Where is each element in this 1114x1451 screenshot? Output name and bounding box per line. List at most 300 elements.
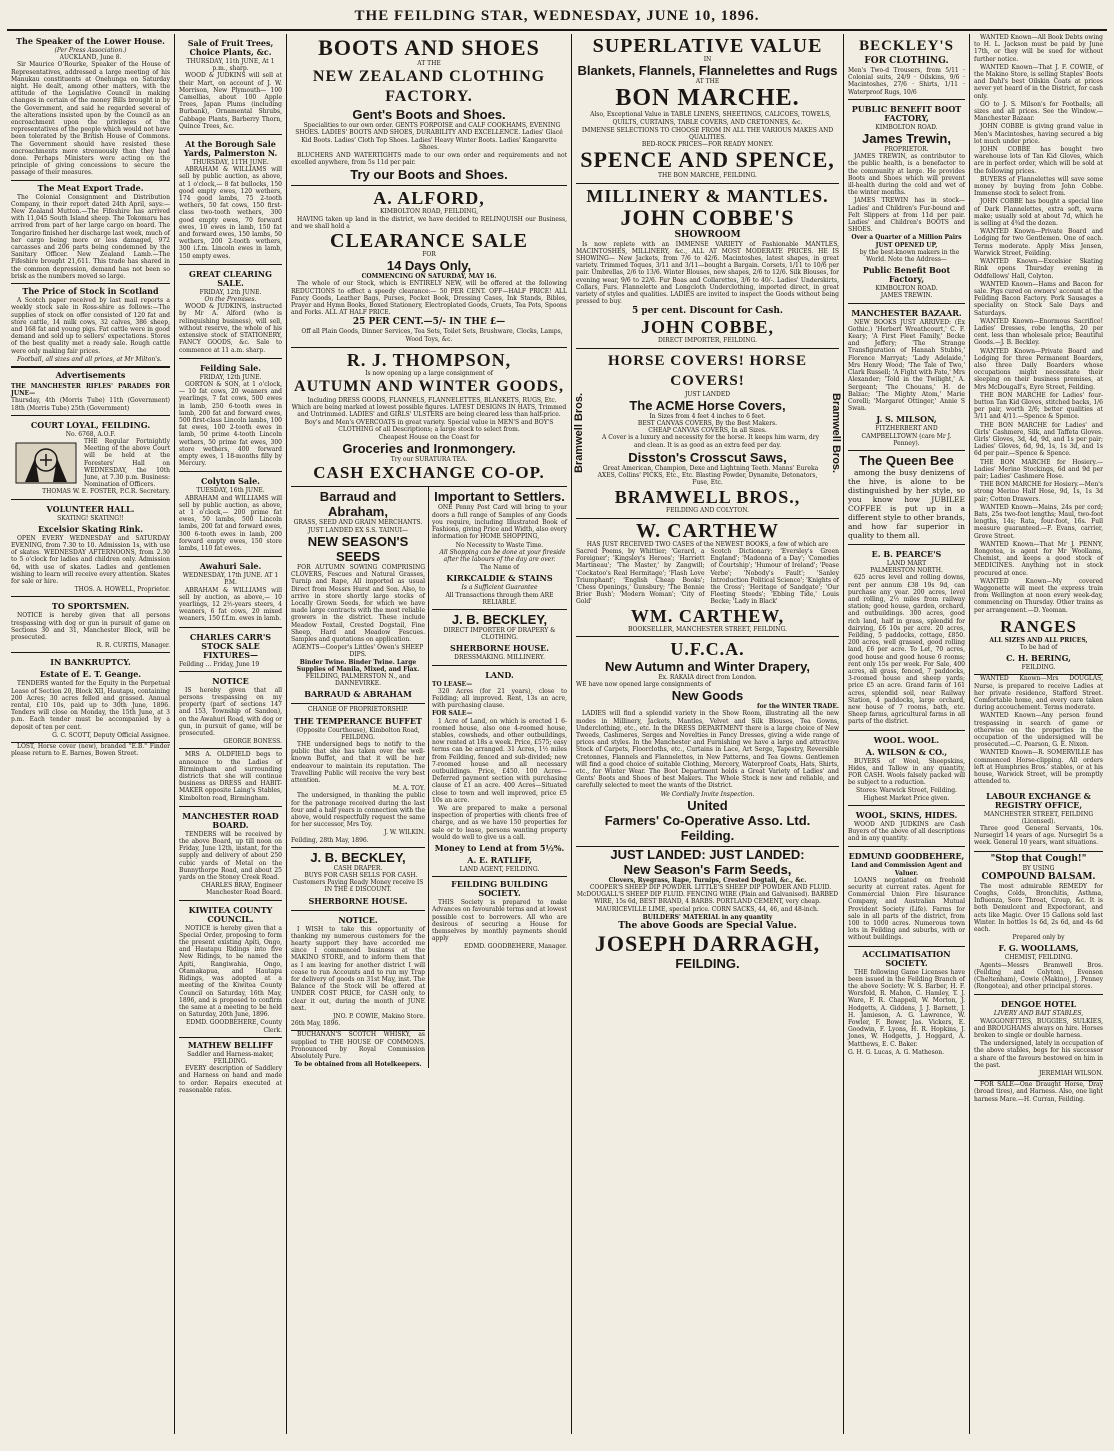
court-signature: THOMAS W. E. FOSTER, P.C.R. Secretary. [42,488,170,496]
kirkcaldie-guarantee: Is a Sufficient Guarantee [461,584,538,592]
million-body: by the best-known makers in the World. Note the Address— [859,248,960,264]
horse-body: A Cover is a luxury and necessity for the horse. It keeps him warm, dry and clean. It is as good as an extra feed per day. [602,434,819,449]
land-sale-body: 1 Acre of Land, on which is erected 1 6-roomed house, also one 4-roomed house, stables, cowsheds, and other outbuildings, now rented at 18s a week. Price, £575; easy terms can be arranged. 31 Acres, 1½ miles from Feilding, fenced and sub-divided; new 7-roomed house and all necessary outbuildings. Price, £450. 100 Acres—Deferred payment section with purchasing clause of £1 an acre. 400 Acres—Situated close to town and well improved, price £5 10s an acre. [432,717,567,804]
landed-seeds: New Season's Farm Seeds, [623,861,792,877]
ufca-town: Feilding. [680,827,735,843]
ufca-farmers: Farmers' Co-Operative Asso. Ltd. [604,812,811,828]
thompson-goods: AUTUMN AND WINTER GOODS, [294,378,564,396]
alford-body: HAVING taken up land in the district, we have decided to RELINQUISH our Business, and we shall hold a [291,215,567,230]
ranges-body: To be had of [1019,644,1058,652]
meat-article: The Colonial Consignment and Distribution Company, in their report dated 24th April, says:— New Zealand Mutton.—The Fifeshire has arrived with 11,045 South Island sheep. The Tokomaru has arrived from part of her large cargo on board. The Tongariro finished her discharge last week, much of her cargo being more or less damaged, 972 carcasses and 206 parts being condemned by the Sanitary Officer. New Zealand Lamb.—The Fifeshire brought 21,611. This trade has shared in the common depression, demand has not been so brisk as the numbers moved so large. [11,193,170,280]
acclimatisation-ad [848,950,965,1056]
cobbe-showroom: SHOWROOM [674,229,741,240]
thompson-groceries: Groceries and Ironmongery. [342,441,516,457]
notice-signature: GEORGE BONESS. [223,738,282,746]
thompson-try: Try our SURATURA TEA. [390,456,468,464]
boots-factory: NEW ZEALAND CLOTHING FACTORY. [312,68,546,106]
clearing-sale-ad [179,265,282,359]
dengoe-ad [974,995,1103,1081]
thompson-sub: Is now opening up a large consignment of [365,369,493,377]
million-factory: Public Benefit Boot Factory, [862,265,951,285]
wanted-16: THE BON MARCHE for Hosiery.—Men's strong Merino Half Hose, 9d, 1s, 1s 3d pair; Cotton Drawers. [974,481,1103,503]
barraud-signature: BARRAUD & ABRAHAM [304,689,412,700]
clearance-title: CLEARANCE SALE [330,230,528,253]
thompson-cheap: Cheapest House on the Coast for [378,434,480,442]
pearce-title: E. B. PEARCE'S [871,548,942,559]
oldfield-ad [179,749,282,806]
bramwell-ad [573,349,842,519]
wanted-21: WANTED Known—Any person found trespassing in search of game or otherwise on the properties in the occupation of the undersigned will be prosecuted.—C. Pearson, G. E. Nixon. [974,712,1103,749]
col3-right [429,487,567,1068]
wilson-stores: Stores: Warwick Street, Feilding. [856,787,957,795]
clearing-title: GREAT CLEARING SALE. [189,268,272,288]
cash-beckley: J. B. BECKLEY, [310,849,406,865]
clearance-off-body: Off all Plain Goods, Dinner Services, Tea Sets, Toilet Sets, Brushware, Clocks, Lamps, Wood Toys, &c. [301,328,563,343]
beckleys-clothing-ad [848,34,965,100]
pearce-body: 625 acres level and rolling downs, rent per annum £38 19s 9d, can purchase any year. 200 acres, level and rolling, 2½ miles from railway station; good house, garden, orchard, and outbuildings. 300 acres, good rich land, half in grass, splendid for dairying, £6 10s per acre. 20 acres, Feilding, 5 paddocks, cottage, £850. 200 acres, well grassed, good rolling land, £6 per acre. To Let, 70 acres, good house and good house 6 rooms; rent only 15s per week. For Sale, 400 acres, all grass, fenced, 7 paddocks, 3-roomed house and sheep yards; price £5 an acre. Grand farm of 161 acres, splendid soil, near Railway Station, 4 paddocks, large orchard, new house of 7 rooms, bath, etc. Sheep farms, agricultural farms in all parts of the district. [848,574,965,726]
wilson-price: Highest Market Price given. [863,794,950,802]
wanted-2: WANTED Known—That J. F. COWIE, of the Makino Store, is selling Staples' Boots and Dahl's best Oilskin Coats at prices never yet heard of in the District, for cash only. [974,63,1103,100]
road-signature: CHARLES BRAY, Engineer Manchester Road Board. [201,882,282,897]
feilding-sale-body: GORTON & SON, at 1 o'clock,— 10 fat cows, 20 weaners and yearlings, 7 fat cows, 500 ewes in lamb, 250 6-tooth ewes in lamb, 200 fat and forward ewes, 500 first-class Lincoln lambs, 100 fat ewes, 100 2-tooth ewes in lamb, 50 prime 4-tooth Lincoln wethers, 50 prime fat ewes, 300 store wethers, 400 forward empty ewes, 1 18-months filly by Mercury. [179,380,282,468]
land-title: LAND. [485,669,514,680]
million-road: KIMBOLTON ROAD. [875,285,938,293]
boots-try: Try our Boots and Shoes. [350,167,508,183]
borough-title: At the Borough Sale Yards, Palmerston N. [183,139,278,159]
alford-sub: KIMBOLTON ROAD, FEILDING, [379,208,478,216]
land-sale: FOR SALE— [432,710,473,718]
boots-body: Specialities to our own order. GENTS FORPOISE and CALF COOKHAMS, EVENING SHOES. LADIES' BOOTS AND SHOES, DURABILITY AND EXCELLENCE. Ladies' Glacé Kid Boots. Ladies' Cloth Top Shoes. Ladies' Heavy Winter Boots. Ladies' Kangarette Shoes. [295,122,563,151]
column-6 [970,34,1107,1434]
bramwell-sub: FEILDING AND COLYTON. [665,507,750,515]
disston-body: Great American, Champion, Dexe and Lightning Teeth. Manns' Eureka AXES, Collins' PICKS, Etc., Etc. Blasting Powder, Dynamite, Detonators, Fuse, Etc. [597,464,819,487]
meat-heading: The Meat Export Trade. [37,182,144,193]
carr-ad [179,628,282,672]
wanted-17: WANTED Known—Mains, 24s per cord; Bats, 25s two-foot lengths; Maul, two-foot lengths, 14s; Rata, four-foot, 16s. Full measure guaranteed.—F. Evans, carrier, Grove Street. [974,503,1103,540]
disston-title: Disston's Crosscut Saws, [628,449,787,465]
skating-heading: SKATING! SKATING!! [57,514,124,522]
county-body: NOTICE is hereby given that a Special Order, proposing to form the present existing Apiti, Ongo, and Hautapu Ridings into five New Ridings, to be named the Apiti, Rangiwahia, Ongo, Otamakapua, and Hautapu Ridings, was adopted at a meeting of the Kiwitea County Council on Saturday, 16th May, 1896, and is proposed to confirm the same at a meeting to be held on Saturday, 20th June, 1896. [179,924,282,1019]
spence-title: SPENCE AND SPENCE, [580,147,835,173]
thompson-ad [291,348,567,488]
belliff-body: EVERY description of Saddlery and Harness on hand and made to order. Repairs executed at reasonable rates. [179,1065,282,1094]
superlative-title: SUPERLATIVE VALUE [592,35,823,57]
alford-ad [291,186,567,347]
carthew-ad [576,519,839,637]
estate-ad [11,653,170,743]
goodbehere-sub: Land and Commission Agent and Valuer. [851,862,962,877]
columns [7,34,1107,1434]
sherborne-title: SHERBORNE HOUSE. [450,643,549,654]
barraud-seeds: NEW SEASON'S SEEDS [307,533,409,564]
buffet-sub: (Opposite Courthouse), Kimbolton Road, FEILDING. [296,726,420,741]
clearing-sub: On the Premises. [204,296,257,304]
colyton-body: ABRAHAM and WILLIAMS will sell by public auction, as above, at 1 o'clock,— 200 prime fat ewes, 50 lambs, 500 Lincoln lambs, 200 fat and forward ewes, 300 6-tooth ewes in lamb, 200 forward empty ewes, 150 store lambs, 110 fat ewes. [179,494,282,552]
wanted-13: THE BON MARCHE for Ladies' four-button Tan Kid Gloves, stitched backs, 1/6 per pair, worth 2/6; better qualities at 3/11 and 4/11.—Spence & Spence. [974,391,1103,421]
wanted-8: WANTED Known—Private Board and Lodging for two Gentlemen. One of each. Terms moderate. Apply Miss Jensen, Warwick Street, Feilding. [974,228,1103,257]
wanted-18: WANTED Known—That Mr J. PENNY, Rongotea, is agent for Mr Woollams, Chemist, and keeps a good stock of MEDICINES. Anything not in stock procured at once. [974,540,1103,577]
sherborne-dress: DRESSMAKING. MILLINERY. [454,654,545,662]
woollams-sub: CHEMIST, FEILDING. [1004,954,1073,962]
carthew-body: HAS JUST RECEIVED TWO CASES of the NEWEST BOOKS, a few of which are [586,540,829,548]
barraud-sub: GRASS, SEED AND GRAIN MERCHANTS. [293,519,423,527]
column-3 [287,34,572,1434]
borough-body: ABRAHAM & WILLIAMS will sell by public auction, as above, at 1 o'clock,— 8 fat bullocks, 150 good empty ewes, 120 wethers, 174 good lambs, 75 2-tooth wethers, 50 fat cows, 150 first-class two-tooth wethers, 300 good empty ewes, 70 forward ewes, 10 ewes in lamb, 150 fat and forward ewes, 150 lambs, 50 wethers, 200 2-tooth wethers, 300 i.f.m. Lincoln ewes in lamb, 150 empty ewes. [179,166,282,260]
foresters-emblem-icon [11,438,81,488]
bramwell-title: BRAMWELL BROS., [614,487,801,508]
wood-judkins-ad [848,806,965,848]
beckley-sub: DIRECT IMPORTER OF DRAPERY & CLOTHING. [443,626,556,642]
ufca-season: for the WINTER TRADE. [757,703,839,711]
dengoe-body: WAGGONETTES, BUGGIES, SULKIES, and BROUGHAMS always on hire. Horses broken to single or double harness. [974,1017,1103,1039]
ranges-sub: ALL SIZES AND ALL PRICES, [989,636,1088,644]
for-sale-ad: FOR SALE—One Draught Horse, Dray (broad tires), and Harness. Also, one light harness Mare.—H. Curran, Feilding. [974,1081,1103,1103]
settlers-waste: No Necessity to Waste Time. [455,541,544,549]
kirkcaldie-title: KIRKCALDIE & STAINS [446,573,553,584]
benefit-sub: KIMBOLTON ROAD. [875,123,938,131]
belliff-title: MATHEW BELLIFF [187,1039,274,1050]
ufca-ship: Ex. RAKAIA direct from London. [658,673,757,681]
dengoe-body-2: The undersigned, lately in occupation of the above stables, begs for his successor a share of the favours bestowed on him in the past. [974,1040,1103,1069]
column-1 [7,34,175,1434]
column-2 [175,34,287,1434]
rifles-title: THE MANCHESTER RIFLES' PARADES FOR JUNE— [11,382,170,398]
ratliff-sub: LAND AGENT, FEILDING. [459,866,540,873]
kirkcaldie-name: The Name of [479,564,520,572]
bazaar-body: NEW BOOKS JUST ARRIVED: (Ex Gothic.) 'Herbert Wreathcourt,' C. F. Keary; 'A First Fleet Family,' Becke and Jeffery; 'The Strange Transfiguration of Hannah Stubbs,' Florence Marryat; 'Lady Adelaide,' Mrs Henry Wood; 'The Tale of Two,' Clark Russell; 'A Fight with Fate,' Mrs Alexander; 'Told in the Twilight,' A. Sergeant; 'The Chouans,' H. de Balzac; 'The Mighty Atom,' Marie Corelli; 'Margaret Ottinger,' Annie S Swan. [848,318,965,413]
carthew-books-right: Scotch Dictionary; 'Eversley's Green England'; 'Madonna of a Day'; 'Comedies of Courtship'; 'Humour of Ireland'; 'Pease Verbe'; 'Nobody's Fault'; 'Sanley Introduction Political Science'; 'Knights of the Cross'; 'Heritage of Sandgate'; 'Our Fleeting Steeds'; 'Ebbing Tide,' Louis Becke; 'Lady in Black' [710,547,839,606]
trewin-body: JAMES TREWIN, as contributor to the public health, is a benefactor to the community at large. He provides Boots and Shoes which will prevent ill-health during the cold and wet of the winter months. [848,153,965,197]
balsam-title: COMPOUND BALSAM. [981,871,1096,882]
landed-builders: BUILDERS' MATERIAL in any quantity [642,913,773,921]
notice-body: IS hereby given that all persons trespassing on my property (part of sections 147 and 153, Township of Sandon), on the Awahuri Road, with dog or gun, in pursuit of game, will be prosecuted. [179,686,282,738]
county-title: KIWITEA COUNTY COUNCIL. [188,904,273,924]
change-title: CHANGE OF PROPRIETORSHIP. [307,706,409,714]
goodbehere-ad [848,847,965,946]
million-title: Over a Quarter of a Million Pairs JUST OPENED UP, [851,234,962,249]
court-title: COURT LOYAL, FEILDING. [30,419,151,430]
buffet-body: THE undersigned begs to notify to the public that she has taken over the well-known Buffet, and that it will be her endeavour to maintain its reputation. The Travelling Public will receive the very best attention. [291,740,425,784]
feilding-sale-title: Feilding Sale. [199,362,262,373]
boots-ad [291,34,567,186]
wool-title: WOOL. WOOL. [873,734,940,745]
barraud-twine: Binder Twine. Binder Twine. Large Supplies of Manila, Mixed, and Flax. [296,658,420,673]
ufca-united: United [687,797,728,813]
carthew-signature-sub: BOOKSELLER, MANCHESTER STREET, FEILDING. [628,625,787,633]
wanted-5: JOHN COBBE has bought two warehouse lots of Tan Kid Gloves, which are in perfect order, which will be sold at the following prices. [974,146,1103,175]
superlative-at: AT THE [695,78,720,86]
cash-body: BUYS FOR CASH SELLS FOR CASH. Customers Paying Ready Money receive IS IN THE £ DISCOUNT. [292,872,424,894]
rink-signature: THOS. A. HOWELL, Proprietor. [74,586,170,594]
wilson-ad [848,731,965,806]
superlative-goods: Blankets, Flannels, Flannelettes and Rugs [577,63,838,79]
millinery-title: MILLINERY & MANTLES. [586,185,829,206]
million-signature: JAMES TREWIN. [880,292,933,300]
fruit-body: WOOD & JUDKINS will sell at their Mart, on account of J. W. Morrison, New Plymouth— 100 Camellias, about 100 Apple Trees, Japan Plums (including Burbank), Ornamental Shrubs, Cabbage Plants, Barberry Thorn, Quince Trees, &c. [179,72,282,130]
wanted-11: WANTED Known—Enormous Sacrifice! Ladies' Dresses, robe lengths, 20 per cent. less than wholesale price; Beautiful Goods.—J. B. Beckley. [974,317,1103,347]
superlative-ad [576,34,839,184]
acclim-body: THE following Game Licenses have been issued in the Feilding Branch of the above Society: W. S. Barber, H. F. Worsfold, R. Mahon, C. Hamley, T. J. Ware, F. R. Chappell, W. Morton, J. Hodgetts, A. Giddens, J. J. Barnett, J. H. Jamieson, A. G. Lawrence, W. Fowler, F. Bower, Jas. Vickers, E. Goodwin, F. Lyons, H. R. Hopkins, J. Jones, W. Hodgetts, J. Hoggard, A. Matthews, E. C. Baker. [848,968,965,1048]
borough-sale-ad [179,135,282,265]
wanted-7: JOHN COBBE has bought a special line of Dark Flannelettes, extra soft, warm make; usually sold at about 7d, which he is selling at 4¾d the dozen. [974,198,1103,228]
road-title: MANCHESTER ROAD BOARD. [182,810,279,830]
landed-list: Clovers, Ryegrass, Rape, Turnips, Crested Dogtail, &c., &c. [608,876,807,884]
carr-title: CHARLES CARR'S STOCK SALE FIXTURES— [189,631,272,660]
dengoe-sub: LIVERY AND BAIT STABLES, [993,1010,1084,1018]
ufca-title: U.F.C.A. [670,638,745,659]
money-to-lend: Money to Lend at from 5½%. [434,843,565,853]
darragh-town: FEILDING. [675,955,740,971]
wanted-3: GO to J. S. Milson's for Footballs; all sizes and all prices. See the Window.—Manchester Bazaar. [974,100,1103,123]
barraud-landed: JUST LANDED EX S.S. TAINUI— [307,526,409,534]
volunteer-title: VOLUNTEER HALL. [46,503,135,514]
colyton-title: Colyton Sale. [201,476,260,487]
wilson-body: BUYERS of Wool, Sheepskins, Hides, and Tallow in any quantity, FOR CASH. Wools falsely packed will be subject to a reduction. [848,757,965,787]
bazaar-signature-sub: FITZHERBERT AND CAMPBELLTOWN (care Mr J. Penney). [861,425,952,447]
cash-draper-ad [291,848,425,911]
alford-title: A. ALFORD, [373,188,485,209]
landed-special: The above Goods are Special Value. [618,920,797,931]
wood-body: WOOD AND JUDKINS are Cash Buyers of the above of all descriptions and in any quantity. [848,820,965,843]
speaker-dateline: AUCKLAND, June 8. [59,54,122,62]
ufca-invite: We Cordially Invite Inspection. [660,790,755,798]
bazaar-title: MANCHESTER BAZAAR. [851,307,962,318]
superlative-in: IN [703,56,712,63]
court-ad [11,416,170,500]
ufca-sub: New Autumn and Winter Drapery, [604,658,811,674]
rifles-body: Thursday, 4th (Morris Tube) 11th (Government) 18th (Morris Tube) 25th (Government) [11,397,170,412]
oldfield-body: MRS A. OLDFIELD begs to announce to the Ladies of Birmingham and surrounding districts that she will continue business as DRESS and HABIT-MAKER opposite Laing's Stables, Kimbolton road, Birmingham. [179,751,282,802]
thompson-body: Including DRESS GOODS, FLANNELS, FLANNELETTES, BLANKETS, RUGS, Etc. Which are being marked at lowest possible figures. LATEST DESIGNS IN HATS, Trimmed and Untrimmed. LADIES' and GIRLS' ULSTERS are being cleared less than half-price. Boy's and Men's OVERCOATS in great variety. Special value in MEN'S and BOY'S CLOTHING of all Descriptions; a large stock to select from. [291,397,567,433]
acclim-title: ACCLIMATISATION SOCIETY. [862,948,951,968]
horse-landed: JUST LANDED [684,390,731,398]
boots-at: AT THE [417,60,441,67]
land-lease-body: 320 Acres (for 21 years), close to Feilding; all improved. Rent, 13s an acre, with purchasing clause. [432,687,567,710]
clearance-commencing: COMMENCING ON SATURDAY, MAY 16. [361,273,497,281]
ufca-body: LADIES will find a splendid variety in the Show Room, illustrating all the new modes in Millinery, Jackets, Mantles, Velvet and Silk Blouses, Tea Gowns, Underclothing, etc., etc. In the DRESS DEPARTMENT there is a large choice of New Tweeds, Cashmeres, Serges and Novelties in Fancy Dresses, giving a wide range of prices and styles. In the Manchester and Furnishing we have a large and attractive Stock of Carpets, Floorcloths, etc., Curtains in Lace, Art Serge, Tapestry, Reversible Cretonnes, Flannels and Flannelettes, in New Patterns, and Tea Gowns. Gentlemen will find a good choice of suitable Clothing, Mercery, Waterproof Coats, Hats, Shirts, etc., for Winter Wear. The Boot Department holds a Great Variety of Ladies' and Gents' Boots and Shoes of best Makers. The Whole Stock is new and reliable, and carefully selected to meet the wants of the District. [576,710,839,790]
horse-sizes: In Sizes from 4 feet 4 inches to 6 feet. [649,412,766,420]
beckleys-sub: FOR CLOTHING. [864,56,949,66]
beckleys-items: Men's Two-d Trousers, from 5/11 · Colonial suits, 24/9 · Oilskins, 9/6 · Macintoshes, 27/6 · Shirts, 1/11 · Waterproof Rugs, 10/6 [848,67,965,96]
masthead: THE FEILDING STAR, WEDNESDAY, JUNE 10, 1896. [7,6,1107,31]
buffet-title: THE TEMPERANCE BUFFET [294,715,422,726]
wanted-9: WANTED Known—Excelsior Skating Rink opens Thursday evening in Oddfellows' Hall, Colyton. [974,258,1103,280]
wanted-15: THE BON MARCHE for Hosiery.—Ladies' Merino Stockings, 6d and 9d per pair; Ladies' Cashmere Hose. [974,458,1103,480]
cobbe-signature: JOHN COBBE, [640,317,775,338]
barraud-title: Barraud and Abraham, [319,489,397,520]
buffet-ad [291,704,425,847]
horse-cheap: CHEAP CANVAS COVERS, In all Sizes. [648,427,767,435]
carthew-signature: WM. CARTHEW, [630,605,785,626]
colyton-date: TUESDAY, 16th JUNE. [196,487,265,495]
boots-bluchers: BLUCHERS AND WATERTIGHTS made to our own order and requirements and not excelled anywhere, from 5s 11d per pair. [291,152,567,167]
boots-title: BOOTS AND SHOES [318,35,540,60]
ranges-town: FEILDING. [1021,664,1056,672]
cowie-notice [291,911,425,1032]
wilkin-body: The undersigned, in thanking the public for the patronage received during the last four and a half years in connection with the above, would respectfully request the same for her successor, Mrs Toy. [291,792,425,829]
kirkcaldie-reliable: All Transactions through them ARE RELIABLE. [445,591,554,606]
queen-bee-ad [848,451,965,545]
wilkin-date: Feilding, 28th May, 1896. [291,836,369,844]
spence-sub: THE BON MARCHE, FEILDING. [658,172,757,180]
estate-body: TENDERS wanted for the Equity in the Perpetual Lease of Section 20, Block XII, Hautapu, containing 200 Acres; 30 acres felled and grassed. Annual rental, £10 10s, paid up to 30th June, 1896. Tenders will close on Monday, the 15th June, at 3 p.m. Each tender must be accompanied by a deposit of ten per cent. [11,680,170,731]
ranges-signature: C. H. BERING, [1006,653,1071,664]
bankruptcy-title: IN BANKRUPTCY. [50,657,131,668]
rink-body: OPEN EVERY WEDNESDAY and SATURDAY EVENING, from 7.30 to 10. Admission 1s, with use of skates. WEDNESDAY AFTERNOONS, from 2.30 to 5 o'clock for ladies and children only. Admission 6d, with use of skates. Ladies and gentlemen wishing to learn will receive every attention. Skates for sale or hire. [11,534,170,585]
notice-title: NOTICE [212,675,249,686]
carthew-book-list [576,548,839,606]
stock-footer: Football, all sizes and all prices, at Mr Milton's. [17,355,162,363]
cash-draper: CASH DRAPER. [333,864,383,872]
trewin-ad [848,100,965,304]
belliff-sub: Saddler and Harness-maker, FEILDING. [187,1050,274,1065]
stock-heading: The Price of Stock in Scotland [22,286,159,297]
cobbe-ad [576,184,839,349]
wanted-10: WANTED Known—Hams and Bacon for sale. Pigs cured on owners' account at the Feilding Bacon Factory. Pork Sausages a speciality on Stock Sale Days and Saturdays. [974,280,1103,317]
column-5 [844,34,970,1434]
skins-title: WOOL, SKINS, HIDES. [855,809,958,820]
notice2-title: NOTICE. [338,914,378,925]
land-property: We are prepared to make a personal inspection of properties with clients free of charge, and as we have 150 properties for sale or to lease, persons wanting property would do well to give us a call. [432,804,567,841]
clearance-off: 25 PER CENT.—5/- IN THE £— [352,317,506,328]
settlers-fireside: All Shopping can be done at your fireside after the labours of the day are over. [439,548,566,563]
clearance-for: FOR [422,251,436,259]
ranges-ad [974,615,1103,676]
woollams-agents: Agents—Messrs Bramwell Bros. (Feilding and Colyton), Evenson (Cheltenham), Cowie (Makino), J. Penney (Rongotea), and other principal stores. [974,961,1103,991]
notice2-signature: JNO. P. COWIE, Makino Store. [332,1013,425,1021]
barraud-agents: AGENTS—Cooper's Littles' Owen's SHEEP DIPS. [292,644,424,659]
feilding-sale-date: FRIDAY, 12th JUNE. [199,373,262,381]
road-board-ad [179,807,282,901]
cough-title: "Stop that Cough!" [990,853,1087,864]
wilkin-signature: J. W. WILKIN. [384,829,425,837]
building-title: FEILDING BUILDING SOCIETY. [451,879,548,899]
darragh-title: JOSEPH DARRAGH, [594,930,821,956]
bon-variety: IMMENSE SELECTIONS TO CHOOSE FROM IN ALL THE VARIOUS MAKES AND QUALITIES. [581,126,834,142]
goodbehere-body: LOANS negotiated on freehold security at current rates. Agent for Commercial Union Fire Insurance Company, and Australian Mutual Provident Society (Life). Farms for sale in all parts of the district, from 100 to 1000 acres. Numerous town lots in Feilding and suburbs, with or without buildings. [848,876,965,942]
whisky-ad [291,1031,425,1068]
county-signature: EDMD. GOODBEHERE, County Clerk. [185,1019,282,1034]
belliff-ad [179,1041,282,1094]
building-body: THIS Society is prepared to make Advances on favourable terms and at lowest possible cost to borrowers. All who are desirous of securing a House for themselves by monthly payments should apply [432,899,567,943]
clearance-body: The whole of our Stock, which is ENTIRELY NEW, will be offered at the following REDUCTIONS to effect a speedy clearance:— 50 PER CENT. OFF—HALF PRICE! ALL Fancy Goods, Leather Bags, Purses, Pocket Book, Dressing Cases, Ink Stands, Bibles, Prayer and Hymn Books, Boxed Stationery, Electroplated Goods, Cruets, Tea Pots, Spoons and Forks. ALL AT HALF PRICE. [291,280,567,317]
court-number: No. 6768, A.O.F. [65,430,116,438]
land-ad [432,666,567,878]
col3-split [291,487,567,1068]
benefit-title: PUBLIC BENEFIT BOOT FACTORY, [851,103,962,123]
column-4 [572,34,844,1434]
cobbe-signature-sub: DIRECT IMPORTER, FEILDING. [658,337,757,345]
awahuri-date: WEDNESDAY, 17th JUNE. AT 1 P.M. [182,572,279,587]
wanted-12: WANTED Known—Private Board and Lodging for three Permanent Boarders, also three Daily Boarders whose occupations might necessitate their sleeping on their business premises, at Mrs McDougall's, Eyre Street, Feilding. [974,347,1103,391]
cobbe-body: Is now replete with an IMMENSE VARIETY of Fashionable MANTLES, MACINTOSHES, MILLINERY, &c., ALL AT MOST MODERATE PRICES. HE IS SHOWING— New Jackets, from 7/6 to 42/6. Macintoshes, latest shapes, in great variety. Trimmed Toques, 3/11 and 3/11—bought a Bargain. Corsets, 1/11 to 10/6 per pair. Umbrellas, 2/6 to 13/6. Winter Blouses, new shapes, 2/6 to 12/6. Silk Blouses, for evening wear, 9/6 to 22/6. Fur Boas and Collarettes, 3/6 to 40/-. Ladies' Underskirts, Collars, Furs. Flannelette and Longcloth Underclothing, imported direct, in great variety of styles and qualities. LADIES are invited to inspect the Goods without being pressed to buy. [576,240,839,306]
ads-heading: Advertisements [55,369,126,380]
estate-title: Estate of E. T. Geange. [39,669,142,680]
speaker-credit: (Per Press Association.) [54,47,127,54]
wanted-14: THE BON MARCHE for Ladies' and Girls' Cashmere, Silk, and Taffeta Gloves. Girls' Gloves, 3d, 4d, 9d, and 1s per pair; Ladies' Gloves, 6d, 9d, 1s, 1s 3d, and 1s 6d per pair.—Spence & Spence. [974,421,1103,458]
barraud-body: FOR AUTUMN SOWING COMPRISING CLOVERS, Fescues and Natural Grasses, Turnip and Rape, All imported as usual Direct from Messrs Hurst and Son. Also, to arrive in store shortly large stocks of Locally Grown Seeds, for which we have made large contracts with the most reliable growers in the district. These include Meadow Foxtail, Crested Dogstail, Fine Sheep, Hard and Meadow Fescues. Samples and quotations on application. [291,563,425,643]
fruit-title: Sale of Fruit Trees, Choice Plants, &c. [187,38,274,57]
bazaar-signature: J. S. MILSON, [876,414,937,425]
trewin-title: James Trewin, [862,131,951,147]
bazaar-ad [848,304,965,451]
buffet-signature: M. A. TOY. [392,785,425,793]
goodbehere-title: EDMUND GOODBEHERE, [848,851,965,862]
county-council-ad [179,901,282,1038]
speaker-article: Sir Maurice O'Rourke, Speaker of the House of Representatives, addressed a large meeting of his Manukau constituents at Onehunga on Saturday night. He dealt, among other matters, with the attitude of the Legislative Council in making changes in certain of the money Bills brought in by the Government, and said he regarded several of the alterations insisted upon by the Council as an encroachment upon the privileges of the representatives of the people which would not have been tolerated by the British House of Commons. The Government should have resisted these encroachments more strenuously than they had done. Perhaps Ministers were acting on the principle of giving concessions to secure the passage of their measures. [11,61,170,177]
wanted-19: WANTED Known—My covered Waggonette will meet the express train from Wellington at noon every week-day, commencing on Thursday. Other trains as per arrangement.—D. Yeoman. [974,577,1103,614]
speaker-heading: The Speaker of the Lower House. [16,36,165,46]
sportsmen-signature: R. R. CURTIS, Manager. [96,642,170,650]
horse-acme: The ACME Horse Covers, [629,397,786,413]
beckley-ad [432,610,567,666]
queen-title: The Queen Bee [859,452,954,468]
lost-ad: LOST, Horse cover (new), branded "E.B." Finder please return to E. Barnes, Bowen Street. [11,743,170,758]
wilson-title: A. WILSON & CO., [865,746,948,757]
carthew-books-left: Sacred Poems, by Whittier; 'Gerard, a Foreigner'; 'Kingsley's Heroes'; 'Harriett Martineau'; 'The Master,' by Zangwill; 'Cockatoo's Real Hermitage'; 'Flash Love Triumphant'; 'English Cheap Books'; 'Chess Openings,' Gunsbury; 'The Bonnie Brier Bush'; 'Modern Woman'; 'City of Gold' [576,547,705,606]
awahuri-title: Awahuri Sale. [199,561,262,572]
cobbe-title: JOHN COBBE'S [620,204,795,230]
awahuri-sale-ad [179,557,282,627]
wanted-22: WANTED Known—R. SOMERVILLE has commenced Horse-clipping. All orders left at Humphries Bros.' stables, or at his house, Warwick Street, will be promptly attended to. [974,749,1103,786]
ranges-title: RANGES [1000,616,1077,636]
wanted-1: WANTED Known—All Book Debts owing to H. L. Jackson must be paid by June 17th, or they will be sued for without further notice. [974,34,1103,63]
wanted-6: BUYERS of Flannelettes will save some money by buying from John Cobbe. Immense stock to select from. [974,175,1103,198]
bramwell-side-left: Bramwell Bros. [573,392,585,473]
labour-ad [974,787,1103,852]
whisky-footer: To be obtained from all Hotelkeepers. [294,1061,422,1069]
settlers-body: ONE Penny Post Card will bring to your doors a full range of Samples of any Goods you require, including Illustrated Book of Fashions, giving Price and Width, also every information for HOME SHOPPING, [432,504,567,541]
acclim-signature: G. H. G. Lucas, A. G. Matheson. [848,1048,945,1056]
bon-prices: BED-ROCK PRICES—FOR READY MONEY. [641,141,774,149]
landed-body: COOPER'S SHEEP DIP POWDER. LITTLE'S SHEEP DIP POWDER AND FLUID. McDOUGALL'S SHEEP DIP FLUID. FENCING WIRE (Plain and Galvanised). BARBED WIRE, 15s 6d, BEST BRAND, 4 BARBS. PORTLAND CEMENT, very cheap. MAURICEVILLE LIME, special price. CORN SACKS, 44, 46, and 48-inch. [576,883,839,913]
newspaper-page [7,6,1107,1439]
queen-body: among the busy denizens of the hive, is alone to be distinguished by her style, so you know how JUBILEE COFFEE is put up in a different style to other brands, and how far superior in quality to them all. [848,467,965,540]
sportsmen-body: NOTICE is hereby given that all persons trespassing with dog or gun in pursuit of game on Sections 30 and 31, Manchester Block, will be prosecuted. [11,612,170,641]
trewin-proprietor: PROPRIETOR. [884,146,929,154]
bon-body: Also, Exceptional Value in TABLE LINENS, SHEETINGS, CALICOES, TOWELS, QUILTS, CURTAINS, TABLE COVERS, AND CRETONNES, &c. [590,111,831,126]
cobbe-discount: 5 per cent. Discount for Cash. [631,306,784,317]
awahuri-body: ABRAHAM & WILLIAMS will sell by auction, as above,— 10 yearlings, 12 2½-years steers, 4 weaners, 6 fat cows, 20 mixed weaners, 150 f.f.m. ewes in lamb. [179,586,282,623]
beckleys-title: BECKLEY'S [859,38,954,54]
settlers-title: Important to Settlers. [434,489,565,505]
rifles-ad [11,381,170,416]
horse-title: HORSE COVERS! HORSE COVERS! [607,352,808,389]
notice2-date: 26th May, 1896. [291,1020,341,1028]
thompson-title: R. J. THOMPSON, [346,349,512,370]
stock-article: A Scotch paper received by last mail reports a weekly stock sale in Ross-shire as follows:—The supplies of stock on offer consisted of 120 fat and store cattle, 14 milk cows, 32 calves, 386 sheep, and 168 fat and young pigs. Fat cattle were in good demand and sold up to sellers' expectations. Stores of the best quality met a ready sale. Rough cattle were only making fair prices. [11,297,170,355]
boness-notice [179,672,282,750]
landed-title: JUST LANDED: JUST LANDED: [610,846,805,862]
road-body: TENDERS will be received by the above Board, up till noon on Friday, June 12th, instant, for the supply and delivery of about 250 cubic yards of Metal on the Bunnythorpe Road, and about 25 yards on the Stoney Creek Road. [179,830,282,882]
settlers-ad [432,487,567,609]
clearing-date: FRIDAY, 12th JUNE. [199,288,262,296]
fruit-date: THURSDAY, 11th JUNE, At 1 p.m., sharp. [186,58,275,73]
horse-canvas: BEST CANVAS COVERS, By the Best Makers. [637,420,778,428]
dengoe-signature: JEREMIAH WILSON. [1039,1069,1103,1077]
pearce-ad [848,545,965,731]
pearce-sub: LAND MART [886,559,927,567]
labour-title: LABOUR EXCHANGE & REGISTRY OFFICE, [986,790,1091,810]
colyton-sale-ad [179,472,282,557]
bramwell-content [590,351,825,515]
labour-sub: MANCHESTER STREET, FEILDING (Licensed). [983,810,1094,825]
wanted-4: JOHN COBBE is giving grand value in Men's Macintoshes, having secured a big lot much under price. [974,123,1103,145]
bon-marche-title: BON MARCHE. [615,85,800,112]
barraud-ad [291,487,425,704]
balsam-prepared: Prepared only by [1012,934,1065,942]
beckley-title: J. B. BECKLEY, [451,611,548,627]
